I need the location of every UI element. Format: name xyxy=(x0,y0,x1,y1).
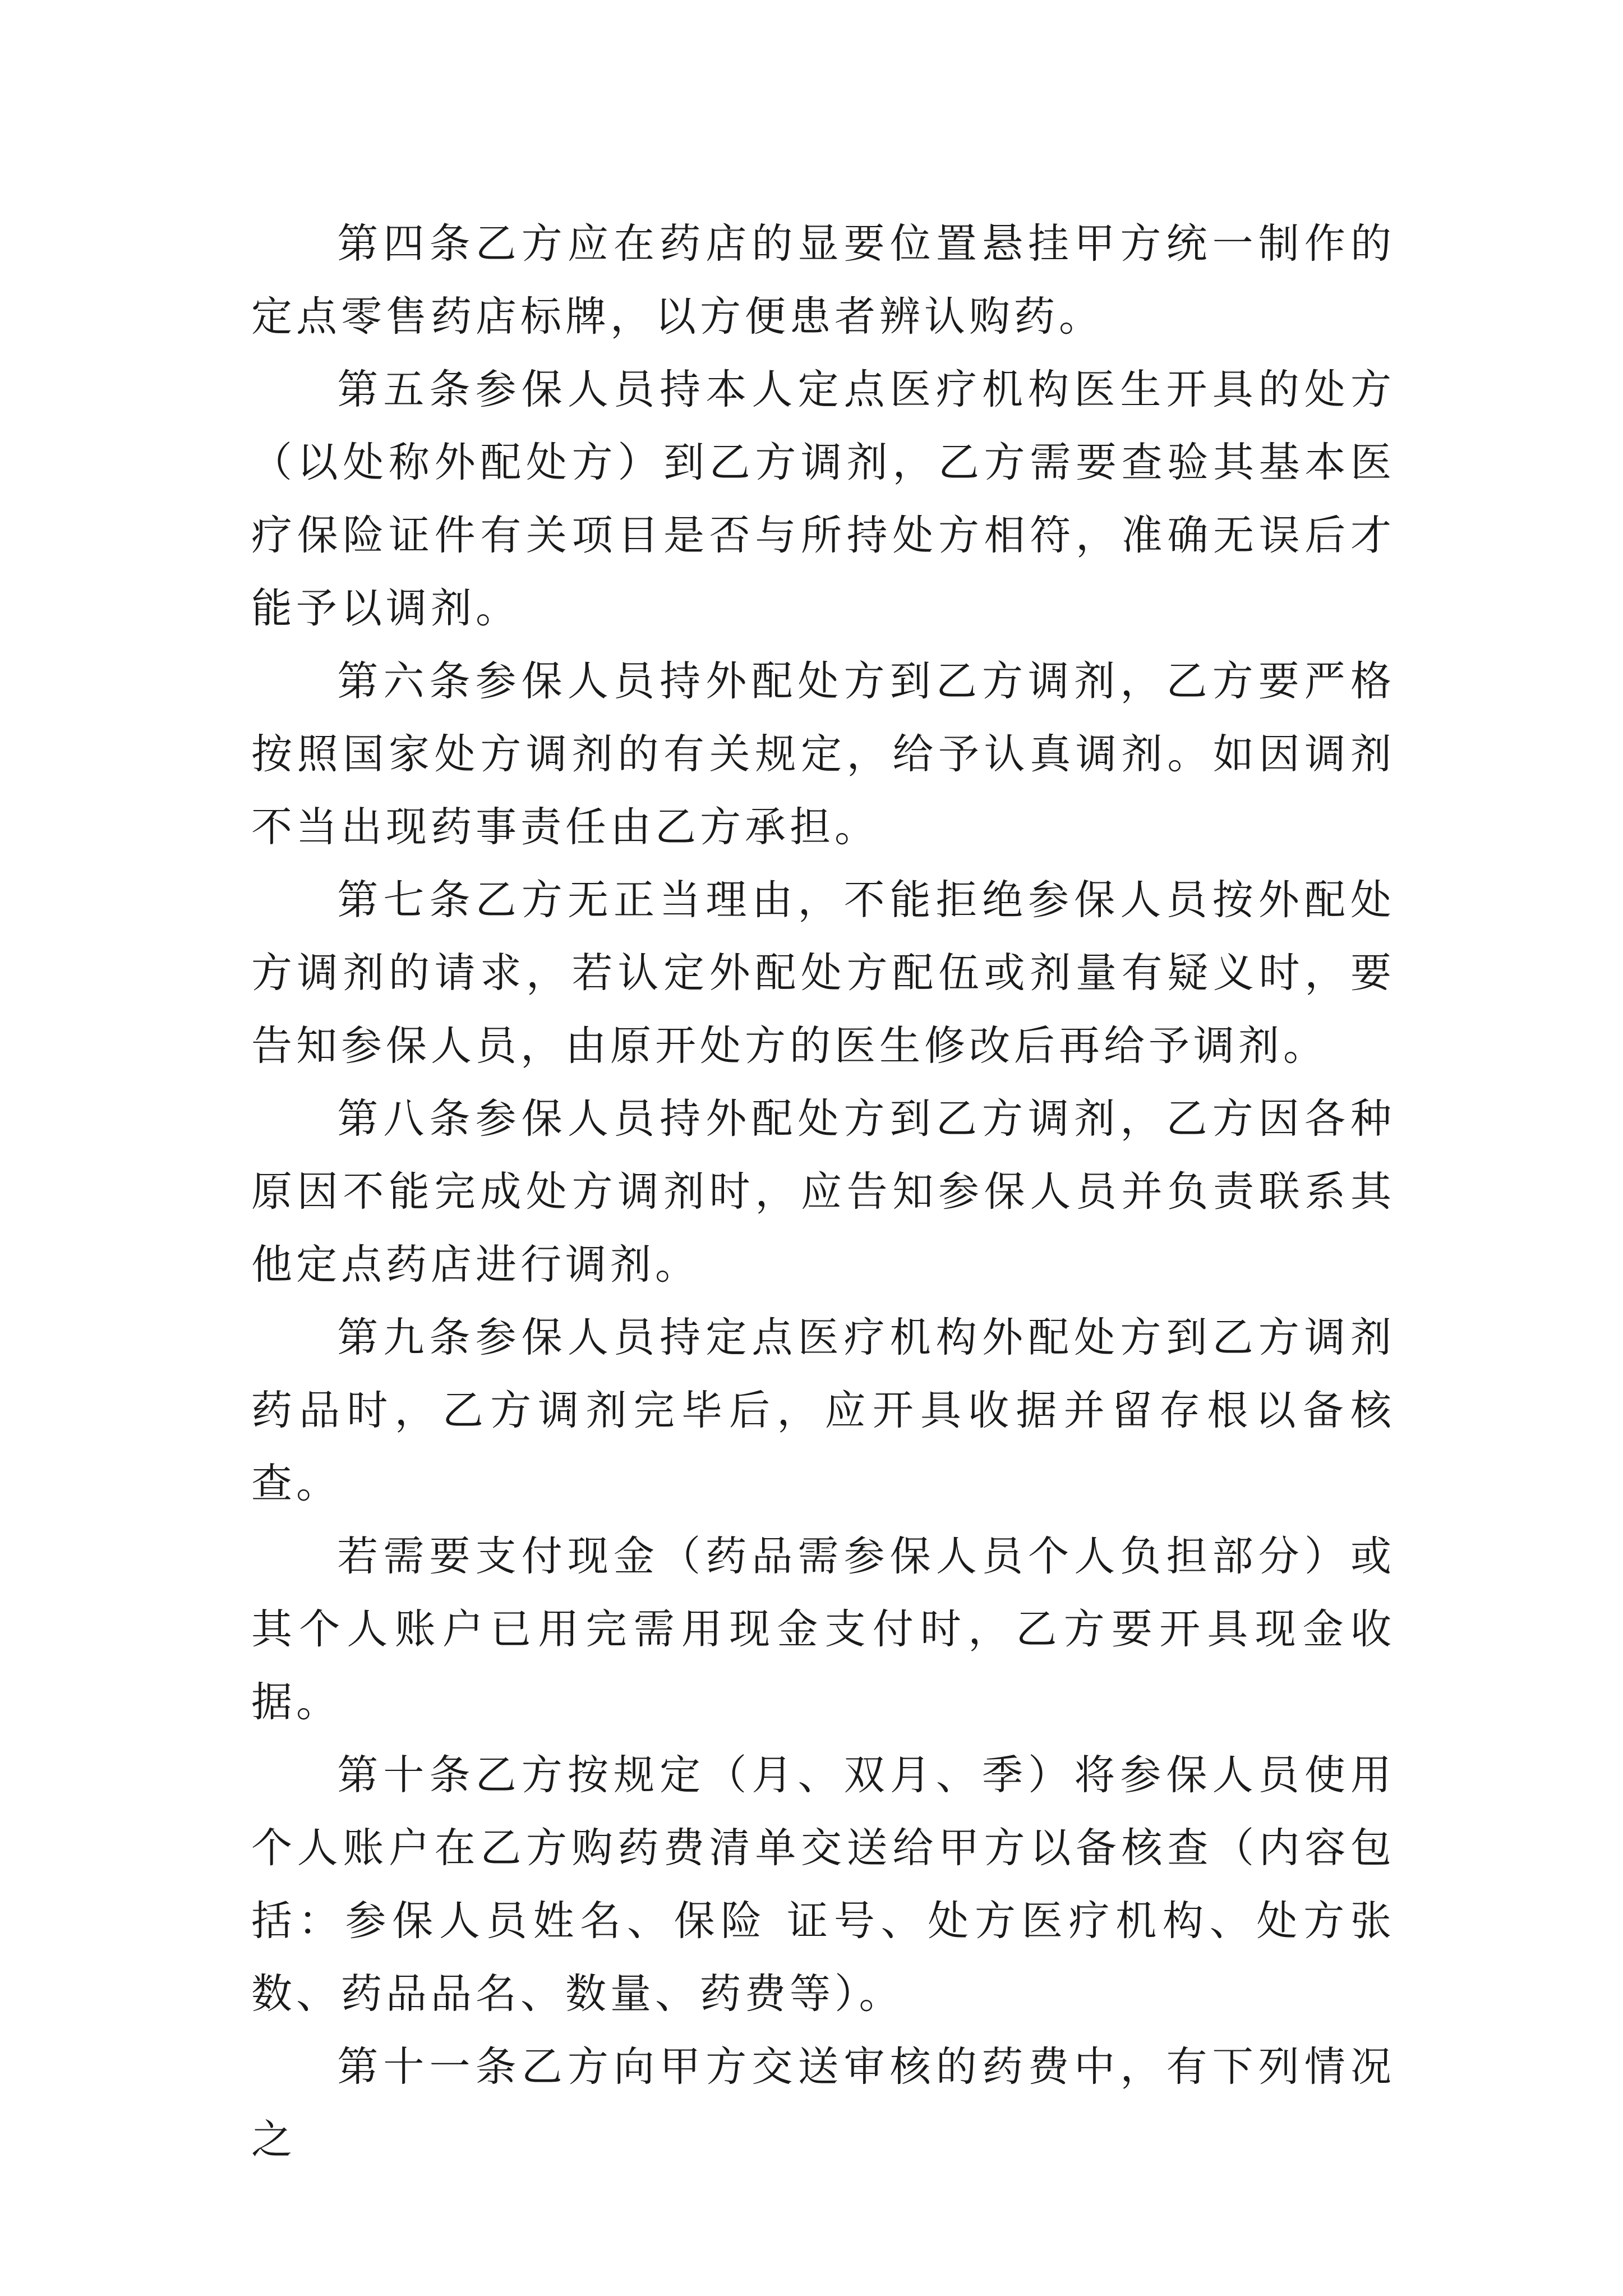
paragraph-article-10: 第十条乙方按规定（月、双月、季）将参保人员使用个人账户在乙方购药费清单交送给甲方以备核查（内容包括：参保人员姓名、保险 证号、处方医疗机构、处方张数、药品品名、数量、药费等）。 xyxy=(251,1751,1395,2018)
paragraph-article-8: 第八条参保人员持外配处方到乙方调剂，乙方因各种原因不能完成处方调剂时，应告知参保人员并负责联系其他定点药店进行调剂。 xyxy=(251,1095,1395,1289)
paragraph-article-7: 第七条乙方无正当理由，不能拒绝参保人员按外配处方调剂的请求，若认定外配处方配伍或剂量有疑义时，要告知参保人员，由原开处方的医生修改后再给予调剂。 xyxy=(251,876,1395,1070)
paragraph-article-11: 第十一条乙方向甲方交送审核的药费中，有下列情况之 xyxy=(251,2043,1395,2164)
paragraph-article-6: 第六条参保人员持外配处方到乙方调剂，乙方要严格按照国家处方调剂的有关规定，给予认真调剂。如因调剂不当出现药事责任由乙方承担。 xyxy=(251,657,1395,851)
document-body xyxy=(251,208,1395,2177)
paragraph-article-4: 第四条乙方应在药店的显要位置悬挂甲方统一制作的定点零售药店标牌，以方便患者辨认购药。 xyxy=(251,220,1395,341)
paragraph-article-9: 第九条参保人员持定点医疗机构外配处方到乙方调剂药品时，乙方调剂完毕后，应开具收据并留存根以备核查。 xyxy=(251,1314,1395,1507)
paragraph-article-5: 第五条参保人员持本人定点医疗机构医生开具的处方（以处称外配处方）到乙方调剂，乙方需要查验其基本医疗保险证件有关项目是否与所持处方相符，准确无误后才能予以调剂。 xyxy=(251,366,1395,632)
paragraph-cash-receipt: 若需要支付现金（药品需参保人员个人负担部分）或其个人账户已用完需用现金支付时，乙方要开具现金收据。 xyxy=(251,1533,1395,1726)
